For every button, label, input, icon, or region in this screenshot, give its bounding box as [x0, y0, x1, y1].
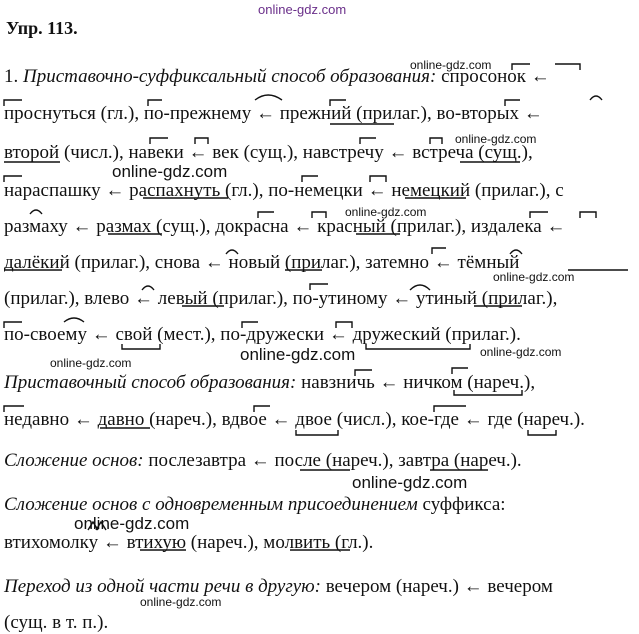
- suffix-mark: [580, 212, 596, 218]
- prefix-mark: [242, 322, 258, 328]
- line-8-text: по-своему ← свой (мест.), по-дружески ← дружеский (прилаг.).: [4, 324, 521, 345]
- root-arc: [30, 210, 42, 214]
- watermark-9: online-gdz.com: [352, 473, 468, 492]
- prefix-mark: [302, 176, 318, 182]
- base-bracket: [528, 430, 556, 435]
- suffix-mark: [430, 138, 442, 144]
- prefix-mark: [360, 138, 376, 144]
- prefix-mark: [330, 100, 346, 106]
- watermark-6: online-gdz.com: [50, 356, 132, 370]
- prefix-mark: [4, 406, 24, 412]
- line-12-text: Сложение основ с одновременным присоединением суффикса:: [4, 494, 506, 515]
- line-14-text: Переход из одной части речи в другую: вечером (нареч.) ← вечером: [4, 576, 553, 597]
- watermark-7: online-gdz.com: [240, 345, 356, 364]
- prefix-mark: [505, 100, 520, 106]
- line-9-text: Приставочный способ образования: навзничь ← ничком (нареч.),: [4, 372, 536, 393]
- line-2-text: проснуться (гл.), по-прежнему ← прежний (прилаг.), во-вторых ←: [4, 103, 543, 124]
- root-arc: [410, 285, 430, 290]
- line-1-text: 1. Приставочно-суффиксальный способ образования: спросонок ←: [4, 66, 550, 87]
- line-15-text: (сущ. в т. п.).: [4, 612, 109, 633]
- prefix-mark: [148, 100, 162, 106]
- suffix-mark: [312, 212, 326, 218]
- watermark-11: online-gdz.com: [140, 595, 222, 609]
- prefix-mark: [434, 406, 466, 412]
- base-bracket: [454, 390, 522, 395]
- line-13-text: втихомолку ← втихую (нареч.), молвить (гл.).: [4, 532, 374, 553]
- watermark-2: online-gdz.com: [455, 132, 537, 146]
- root-arc: [142, 286, 154, 290]
- prefix-mark: [310, 284, 328, 290]
- line-4-text: нараспашку ← распахнуть (гл.), по-немецки ← немецкий (прилаг.), с: [4, 180, 564, 201]
- line-11-text: Сложение основ: послезавтра ← после (нареч.), завтра (нареч.).: [4, 450, 522, 471]
- base-bracket: [122, 344, 160, 349]
- prefix-mark: [4, 176, 22, 182]
- root-arc: [64, 318, 84, 322]
- line-6-text: далёкий (прилаг.), снова ← новый (прилаг.), затемно ← тёмный: [4, 252, 520, 273]
- base-bracket: [296, 430, 338, 435]
- prefix-mark: [4, 100, 22, 106]
- prefix-mark: [512, 64, 530, 70]
- line-10-text: недавно ← давно (нареч.), вдвое ← двое (числ.), кое-где ← где (нареч.).: [4, 409, 585, 430]
- prefix-mark: [150, 138, 168, 144]
- suffix-mark: [195, 138, 208, 144]
- suffix-mark: [555, 64, 580, 70]
- prefix-mark: [258, 212, 274, 218]
- prefix-mark: [432, 248, 446, 254]
- watermark-4: online-gdz.com: [345, 205, 427, 219]
- base-bracket: [366, 344, 470, 349]
- watermark-1: online-gdz.com: [410, 58, 492, 72]
- root-arc: [510, 250, 522, 254]
- watermark-10: online-gdz.com: [74, 514, 190, 533]
- root-arc: [226, 250, 238, 254]
- prefix-mark: [355, 370, 372, 376]
- watermark-5: online-gdz.com: [493, 270, 575, 284]
- exercise-title: Упр. 113.: [6, 18, 78, 38]
- prefix-mark: [530, 212, 548, 218]
- watermark-8: online-gdz.com: [480, 345, 562, 359]
- suffix-mark: [370, 176, 386, 182]
- prefix-mark: [452, 368, 468, 374]
- suffix-mark: [336, 322, 352, 328]
- root-arc: [590, 96, 602, 100]
- prefix-mark: [4, 322, 22, 328]
- watermark-3: online-gdz.com: [112, 162, 228, 181]
- prefix-mark: [254, 406, 270, 412]
- root-arc: [255, 95, 282, 100]
- watermark-top: online-gdz.com: [258, 2, 347, 17]
- interfix-mark: [96, 522, 106, 530]
- line-3-text: второй (числ.), навеки ← век (сущ.), навстречу ← встреча (сущ.),: [4, 142, 533, 163]
- line-5-text: размаху ← размах (сущ.), докрасна ← красный (прилаг.), издалека ←: [4, 216, 566, 237]
- line-7-text: (прилаг.), влево ← левый (прилаг.), по-утиному ← утиный (прилаг.),: [4, 288, 558, 309]
